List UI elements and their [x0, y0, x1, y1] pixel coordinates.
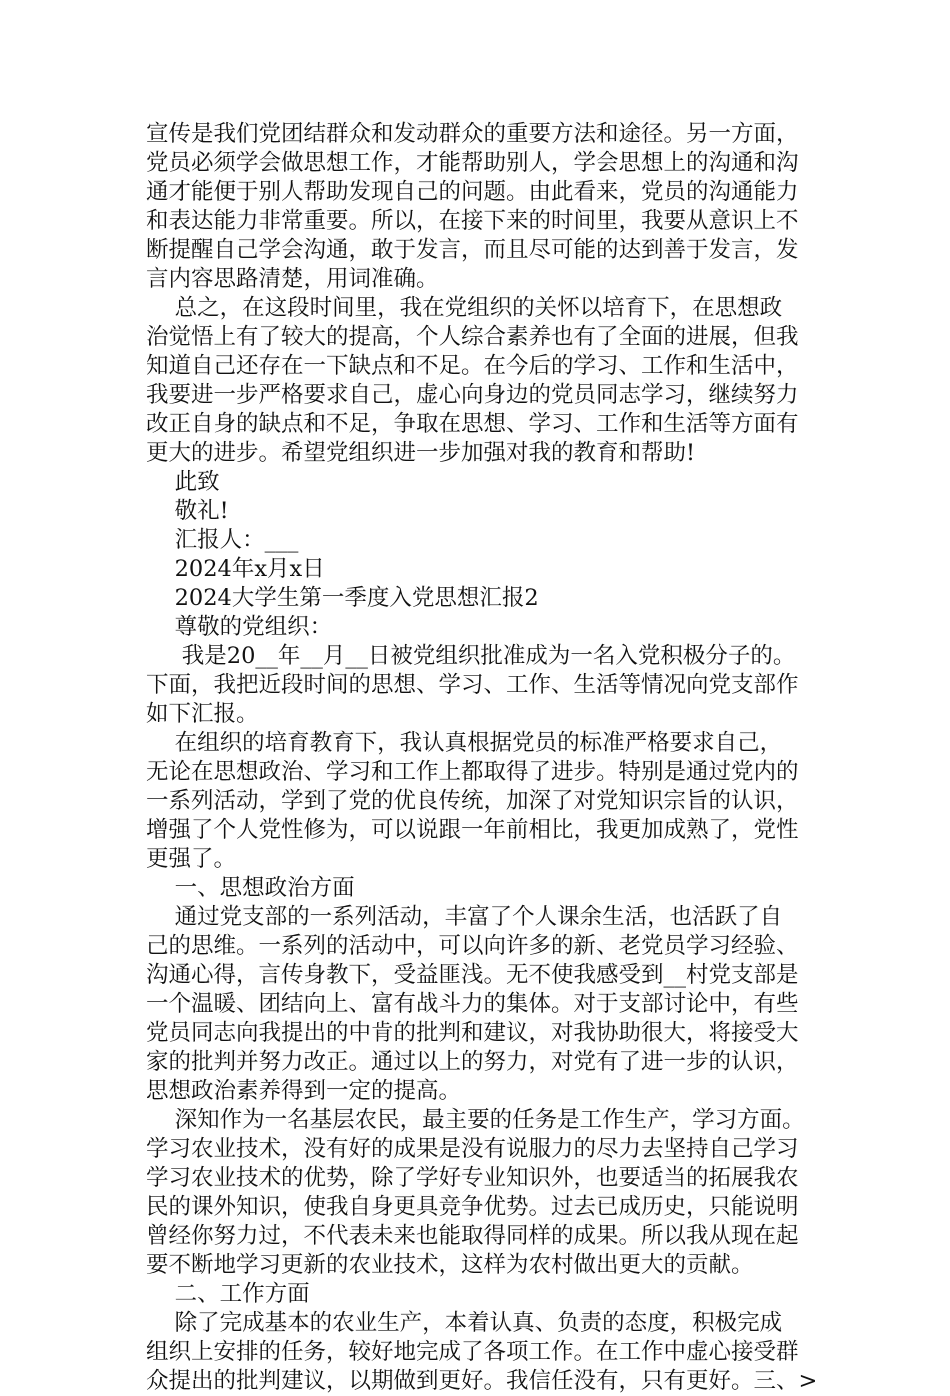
text-line: 改正自身的缺点和不足，争取在思想、学习、工作和生活等方面有 [146, 411, 799, 437]
text-line: 民的课外知识，使我自身更具竞争优势。过去已成历史，只能说明 [146, 1194, 799, 1220]
text-line: 学习农业技术的优势，除了学好专业知识外，也要适当的拓展我农 [146, 1165, 799, 1191]
text-line: 通过党支部的一系列活动，丰富了个人课余生活，也活跃了自 [146, 904, 783, 930]
text-line: 言内容思路清楚，用词准确。 [146, 266, 439, 292]
text-line: 通才能便于别人帮助发现自己的问题。由此看来，党员的沟通能力 [146, 179, 799, 205]
text-line: 尊敬的党组织： [146, 614, 333, 640]
text-line: 要不断地学习更新的农业技术，这样为农村做出更大的贡献。 [146, 1252, 754, 1278]
text-line: 更强了。 [146, 846, 237, 872]
text-line: 断提醒自己学会沟通，敢于发言，而且尽可能的达到善于发言，发 [146, 237, 799, 263]
text-line: 沟通心得，言传身教下，受益匪浅。无不使我感受到__村党支部是 [146, 962, 799, 988]
text-line: 汇报人：___ [146, 527, 299, 553]
text-line: 治觉悟上有了较大的提高，个人综合素养也有了全面的进展，但我 [146, 324, 799, 350]
text-line: 思想政治素养得到一定的提高。 [146, 1078, 462, 1104]
text-line: 如下汇报。 [146, 701, 259, 727]
text-line: 学习农业技术，没有好的成果是没有说服力的尽力去坚持自己学习 [146, 1136, 799, 1162]
text-line: 组织上安排的任务，较好地完成了各项工作。在工作中虚心接受群 [146, 1339, 799, 1365]
text-line: 2024年x月x日 [146, 556, 325, 582]
document-page [146, 120, 818, 1396]
text-line: 家的批判并努力改正。通过以上的努力，对党有了进一步的认识， [146, 1049, 799, 1075]
text-line: 一个温暖、团结向上、富有战斗力的集体。对于支部讨论中，有些 [146, 991, 799, 1017]
text-line: 在组织的培育教育下，我认真根据党员的标准严格要求自己， [146, 730, 783, 756]
text-line: 一、思想政治方面 [146, 875, 355, 901]
text-line: 党员同志向我提出的中肯的批判和建议，对我协助很大，将接受大 [146, 1020, 799, 1046]
text-line: 二、工作方面 [146, 1281, 310, 1307]
text-line: 更大的进步。希望党组织进一步加强对我的教育和帮助! [146, 440, 696, 466]
text-line: 己的思维。一系列的活动中，可以向许多的新、老党员学习经验、 [146, 933, 799, 959]
text-line: 党员必须学会做思想工作，才能帮助别人，学会思想上的沟通和沟 [146, 150, 799, 176]
text-line: 众提出的批判建议，以期做到更好。我信任没有，只有更好。三、> [146, 1368, 818, 1394]
text-line: 宣传是我们党团结群众和发动群众的重要方法和途径。另一方面， [146, 121, 799, 147]
text-line: 2024大学生第一季度入党思想汇报2 [146, 585, 539, 611]
text-line: 深知作为一名基层农民，最主要的任务是工作生产，学习方面。 [146, 1107, 805, 1133]
text-line: 知道自己还存在一下缺点和不足。在今后的学习、工作和生活中， [146, 353, 799, 379]
text-line: 除了完成基本的农业生产，本着认真、负责的态度，积极完成 [146, 1310, 783, 1336]
text-line: 曾经你努力过，不代表未来也能取得同样的成果。所以我从现在起 [146, 1223, 799, 1249]
text-line: 下面，我把近段时间的思想、学习、工作、生活等情况向党支部作 [146, 672, 799, 698]
text-line: 我要进一步严格要求自己，虚心向身边的党员同志学习，继续努力 [146, 382, 799, 408]
text-line: 总之，在这段时间里，我在党组织的关怀以培育下，在思想政 [146, 295, 783, 321]
text-line: 敬礼! [146, 498, 229, 524]
text-line: 此致 [146, 469, 220, 495]
text-line: 无论在思想政治、学习和工作上都取得了进步。特别是通过党内的 [146, 759, 799, 785]
text-line: 我是20__年__月__日被党组织批准成为一名入党积极分子的。 [146, 643, 796, 669]
text-line: 增强了个人党性修为，可以说跟一年前相比，我更加成熟了，党性 [146, 817, 799, 843]
text-line: 一系列活动，学到了党的优良传统，加深了对党知识宗旨的认识， [146, 788, 799, 814]
text-line: 和表达能力非常重要。所以，在接下来的时间里，我要从意识上不 [146, 208, 799, 234]
